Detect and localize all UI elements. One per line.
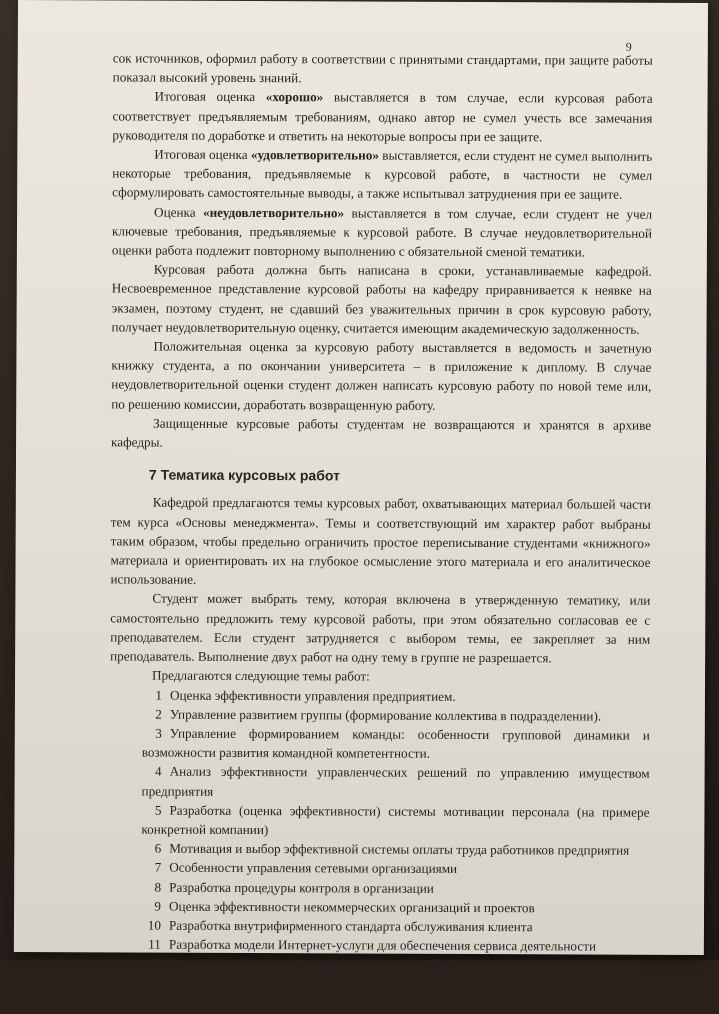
grade-unsatisfactory: «неудовлетворительно» — [202, 204, 345, 221]
item-text: Оценка эффективности некоммерческих организаций и проектов — [169, 898, 535, 915]
item-number: 7 — [154, 859, 162, 875]
paragraph: Предлагаются следующие темы работ: — [152, 667, 370, 684]
text: выставляется в том случае, если курсовая работа соответствует предъявляемым требованиям, однако автор не сумел учесть все замечания руководителя по доработке и ответить на некоторые вопросы при ее защите. — [112, 89, 653, 145]
item-number: 6 — [154, 840, 162, 856]
item-number: 4 — [155, 763, 162, 779]
item-text: Управление развитием группы (формирование коллектива в подразделении). — [169, 706, 602, 724]
paragraph: Положительная оценка за курсовую работу выставляется в ведомость и зачетную книжку студента, а по окончании университета – в приложение к диплому. В случае неудовлетворительной оценки студент должен написать курсовую работу по новой теме или, по решению комиссии, доработать возвращенную работу. — [111, 338, 652, 413]
item-text: Оценка эффективности управления предприятием. — [169, 687, 456, 704]
list-item — [109, 973, 649, 1014]
list-item — [110, 704, 650, 726]
text: Итоговая оценка — [154, 146, 248, 163]
item-number: 10 — [147, 917, 161, 933]
grade-satisfactory: «удовлетворительно» — [250, 147, 380, 163]
page-number: 9 — [625, 39, 632, 54]
item-number: 11 — [148, 936, 161, 952]
text: Оценка — [154, 204, 196, 220]
paragraph: Кафедрой предлагаются темы курсовых работ, охватывающих материал большей части тем курса «Основы менеджмента». Темы и соответствующий им характер работ выбраны таким образом, чтобы предельно ограничить простое переписывание студентами «книжного» материала и ориентировать их на глубокое осмысление этого материала и его аналитическое использование. — [110, 495, 651, 588]
item-text: Разработка (оценка эффективности) системы мотивации персонала (на примере конкретной компании) — [141, 802, 650, 838]
paragraph-satisfactory — [112, 144, 652, 204]
topic-list — [109, 685, 650, 1014]
list-item — [109, 915, 649, 937]
paragraph: Студент может выбрать тему, которая включена в утвержденную тематику, или самостоятельно предложить тему курсовой работы, при этом обязательно согласовав ее с преподавателем. Если студент затрудняется с выбором темы, ее закрепляет за ним преподаватель. Выполнение двух работ на одну тему в группе не разрешается. — [110, 591, 651, 666]
page-content — [109, 48, 653, 1013]
item-number: 8 — [154, 879, 162, 895]
item-text: Мотивация и выбор эффективной системы оплаты труда работников предприятия — [169, 840, 630, 858]
item-number: 3 — [155, 725, 162, 741]
item-text: Разработка технологий участия персонала в оценке качества услуги (продукта, процесса) — [140, 975, 649, 1010]
item-number: 12 — [147, 955, 161, 971]
text: выставляется в том случае, если студент не учел ключевые требования, предъявляемые к курсовой работе. В случае неудовлетворительной оценки работа подлежит повторному выполнению с обязательной сменой тематики. — [111, 205, 653, 260]
list-item — [109, 954, 649, 976]
paragraph-good — [112, 87, 652, 147]
item-text: Управление формированием команды: особенности групповой динамики и возможности развития командной компетентности. — [141, 725, 650, 761]
item-text: Разработка процедуры контроля в организации — [169, 879, 434, 896]
list-item — [109, 858, 649, 880]
item-number: 1 — [155, 687, 163, 703]
list-item — [110, 723, 650, 764]
section-heading: 7 Тематика курсовых работ — [148, 466, 340, 484]
list-item — [109, 800, 649, 841]
paragraph: Защищенные курсовые работы студентам не возвращаются и хранятся в архиве кафедры. — [111, 415, 652, 450]
item-number: 9 — [154, 898, 162, 914]
item-number: 2 — [155, 706, 162, 722]
item-text: Разработка модели Интернет-услуги для обеспечения сервиса деятельности — [168, 936, 597, 954]
item-text: Анализ эффективности управленческих решений по управлению имуществом предприятия — [141, 763, 650, 799]
item-text: Разработка внутрифирменного стандарта обслуживания клиента — [168, 917, 533, 935]
item-text: Использование метода управления по целям (МВО) при организации отдела продаж — [168, 956, 644, 974]
list-item — [109, 877, 649, 899]
text: выставляется, если студент не сумел выполнить некоторые требования, предъявляемые к курсовой работе, в частности не сумел сформулировать самостоятельные выводы, а также испытывал затруднения при ее защите. — [112, 147, 653, 203]
item-number: 13 — [147, 975, 161, 991]
paragraph: сок источников, оформил работу в соответствии с принятыми стандартами, при защите работы показал высокий уровень знаний. — [112, 50, 653, 86]
text: Итоговая оценка — [154, 89, 256, 105]
grade-good: «хорошо» — [265, 89, 324, 105]
list-item — [110, 762, 650, 803]
item-text: Особенности управления сетевыми организациями — [169, 859, 458, 877]
list-item — [109, 896, 649, 918]
document-page — [14, 0, 708, 1010]
list-item — [110, 685, 650, 707]
paragraph-unsatisfactory — [112, 202, 652, 262]
item-number: 5 — [154, 802, 162, 818]
list-item — [109, 839, 649, 861]
list-item — [109, 935, 649, 957]
paragraph: Курсовая работа должна быть написана в сроки, устанавливаемые кафедрой. Несвоевременное представление курсовой работы на кафедру приравнивается к неявке на экзамен, поэтому студент, не сдавший без уважительных причин в срок курсовую работу, получает неудовлетворительную оценку, считается имеющим академическую задолженность. — [111, 261, 652, 337]
